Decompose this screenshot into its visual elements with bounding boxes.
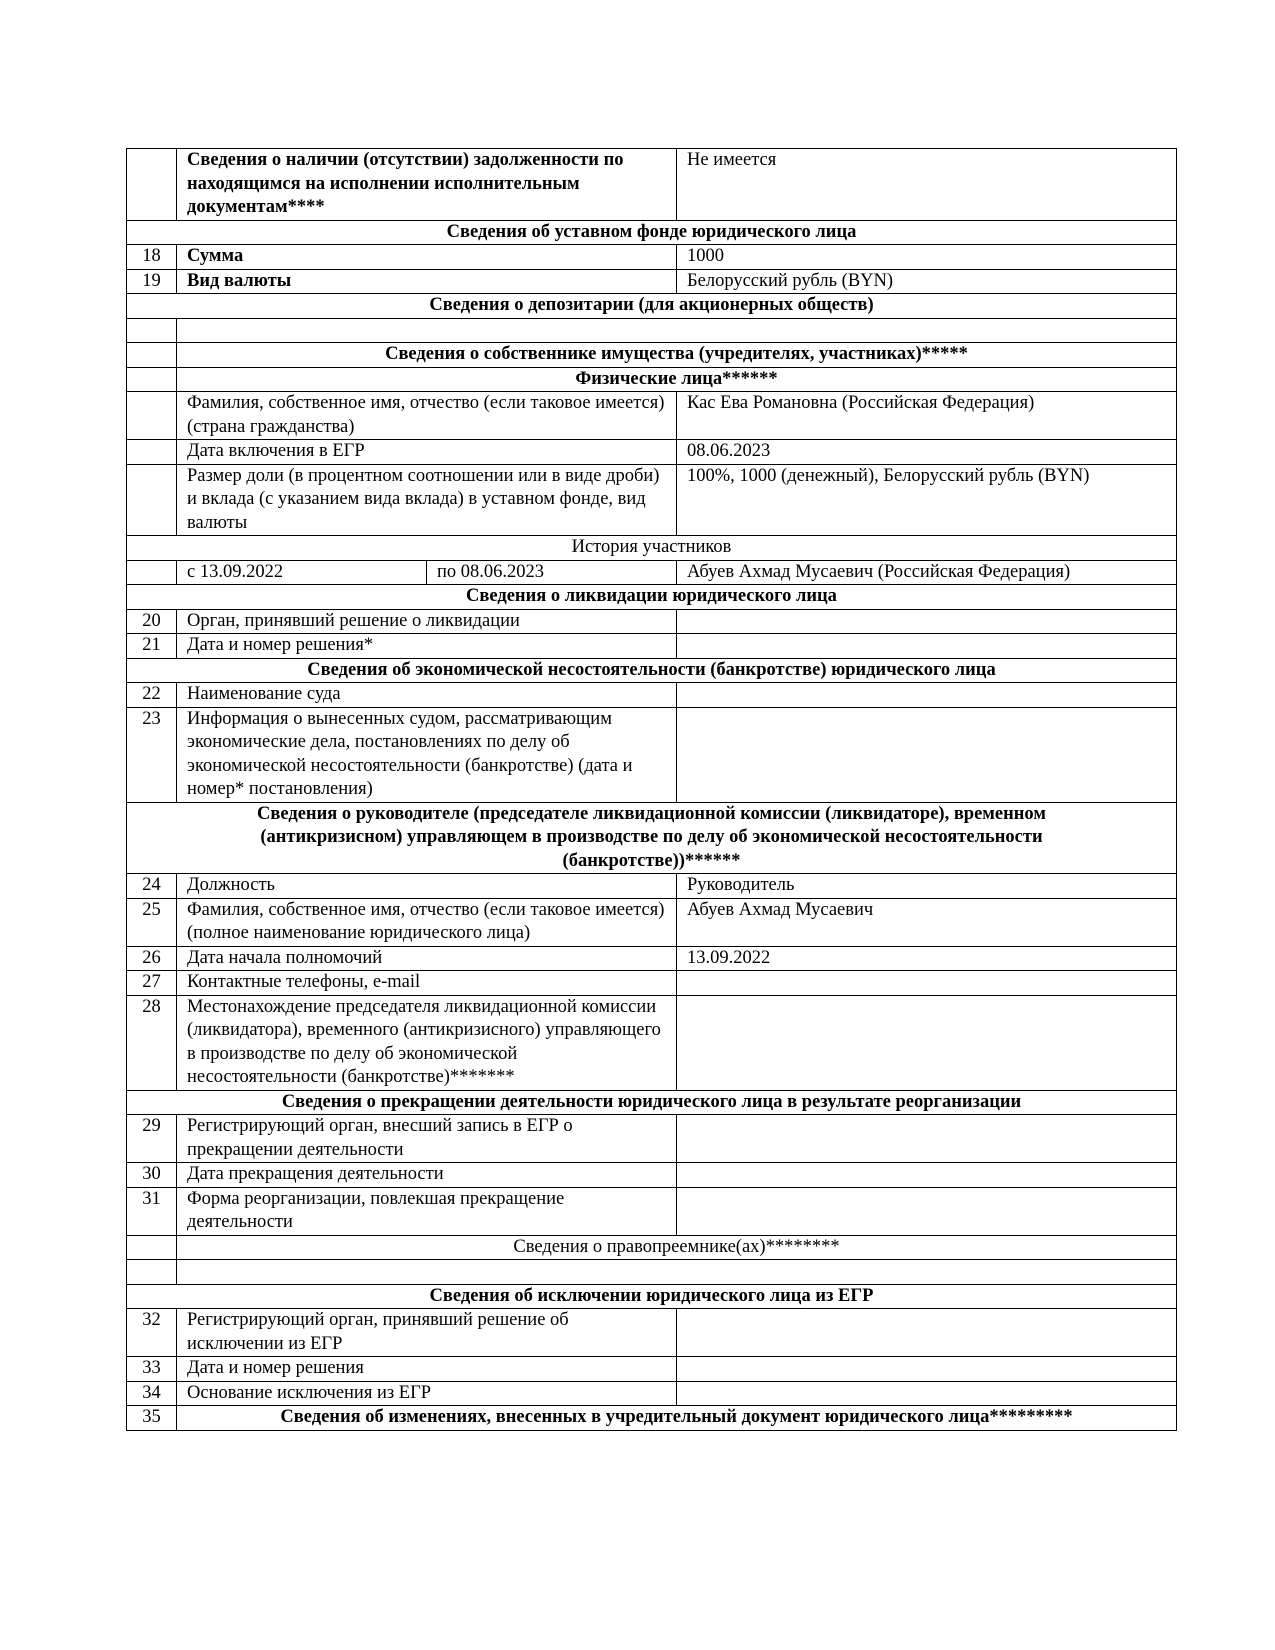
section-heading-row xyxy=(127,802,1177,874)
row-number: 32 xyxy=(127,1309,177,1357)
row-number xyxy=(127,318,177,343)
row-label: Наименование суда xyxy=(177,683,677,708)
liquidation-heading: Сведения о ликвидации юридического лица xyxy=(127,585,1177,610)
table-row xyxy=(127,269,1177,294)
row-label: Фамилия, собственное имя, отчество (если таковое имеется) (страна гражданства) xyxy=(177,392,677,440)
row-label: Форма реорганизации, повлекшая прекращение деятельности xyxy=(177,1187,677,1235)
row-number: 29 xyxy=(127,1115,177,1163)
bankruptcy-heading: Сведения об экономической несостоятельности (банкротстве) юридического лица xyxy=(127,658,1177,683)
row-value xyxy=(677,1115,1177,1163)
exclusion-heading: Сведения об исключении юридического лица из ЕГР xyxy=(127,1284,1177,1309)
row-value xyxy=(677,995,1177,1090)
row-number xyxy=(127,464,177,536)
row-number: 19 xyxy=(127,269,177,294)
row-value: 08.06.2023 xyxy=(677,440,1177,465)
row-number: 33 xyxy=(127,1357,177,1382)
row-value: Белорусский рубль (BYN) xyxy=(677,269,1177,294)
row-number: 35 xyxy=(127,1406,177,1431)
row-value: 100%, 1000 (денежный), Белорусский рубль (BYN) xyxy=(677,464,1177,536)
row-number xyxy=(127,1235,177,1260)
empty-cell xyxy=(177,1260,1177,1285)
row-number xyxy=(127,440,177,465)
row-number: 26 xyxy=(127,946,177,971)
row-label: Должность xyxy=(177,874,677,899)
row-number: 23 xyxy=(127,707,177,802)
debt-value: Не имеется xyxy=(677,149,1177,221)
row-value xyxy=(677,971,1177,996)
row-number: 34 xyxy=(127,1381,177,1406)
section-heading-row xyxy=(127,1090,1177,1115)
table-row xyxy=(127,1163,1177,1188)
row-value: Руководитель xyxy=(677,874,1177,899)
manager-heading: Сведения о руководителе (председателе ликвидационной комиссии (ликвидаторе), временном (антикризисном) управляющем в производстве по делу об экономической несостоятельности (банкротстве))****** xyxy=(127,802,1177,874)
history-heading: История участников xyxy=(127,536,1177,561)
table-row xyxy=(127,971,1177,996)
table-row xyxy=(127,392,1177,440)
empty-row xyxy=(127,1260,1177,1285)
changes-heading: Сведения об изменениях, внесенных в учредительный документ юридического лица********* xyxy=(177,1406,1177,1431)
row-number xyxy=(127,560,177,585)
row-number: 28 xyxy=(127,995,177,1090)
row-value: 13.09.2022 xyxy=(677,946,1177,971)
table-row xyxy=(127,1309,1177,1357)
debt-row xyxy=(127,149,1177,221)
row-number xyxy=(127,149,177,221)
row-number: 30 xyxy=(127,1163,177,1188)
row-label: Местонахождение председателя ликвидационной комиссии (ликвидатора), временного (антикризисного) управляющего в производстве по делу об экономической несостоятельности (банкротстве)******* xyxy=(177,995,677,1090)
row-number xyxy=(127,367,177,392)
table-row xyxy=(127,995,1177,1090)
subheading-row xyxy=(127,367,1177,392)
table-row xyxy=(127,1115,1177,1163)
row-value xyxy=(677,1357,1177,1382)
empty-row xyxy=(127,318,1177,343)
successor-heading: Сведения о правопреемнике(ах)******** xyxy=(177,1235,1177,1260)
row-label: Основание исключения из ЕГР xyxy=(177,1381,677,1406)
row-number: 31 xyxy=(127,1187,177,1235)
table-row xyxy=(127,898,1177,946)
row-number: 22 xyxy=(127,683,177,708)
table-row xyxy=(127,707,1177,802)
table-row xyxy=(127,634,1177,659)
reorganization-heading: Сведения о прекращении деятельности юридического лица в результате реорганизации xyxy=(127,1090,1177,1115)
table-row xyxy=(127,1187,1177,1235)
row-value xyxy=(677,1309,1177,1357)
subheading-row xyxy=(127,536,1177,561)
subheading-row xyxy=(127,1235,1177,1260)
section-heading-row xyxy=(127,585,1177,610)
table-row xyxy=(127,609,1177,634)
table-row xyxy=(127,1357,1177,1382)
section-heading-row xyxy=(127,1406,1177,1431)
row-label: Размер доли (в процентном соотношении или в виде дроби) и вклада (с указанием вида вклада) в уставном фонде, вид валюты xyxy=(177,464,677,536)
row-number xyxy=(127,343,177,368)
owners-heading: Сведения о собственнике имущества (учредителях, участниках)***** xyxy=(177,343,1177,368)
table-row xyxy=(127,946,1177,971)
row-label: Регистрирующий орган, принявший решение об исключении из ЕГР xyxy=(177,1309,677,1357)
section-heading-row xyxy=(127,220,1177,245)
table-row xyxy=(127,245,1177,270)
empty-cell xyxy=(177,318,1177,343)
row-number: 25 xyxy=(127,898,177,946)
row-number: 27 xyxy=(127,971,177,996)
row-number: 20 xyxy=(127,609,177,634)
history-from: с 13.09.2022 xyxy=(177,560,427,585)
row-value xyxy=(677,707,1177,802)
history-to: по 08.06.2023 xyxy=(427,560,677,585)
section-heading-row xyxy=(127,1284,1177,1309)
row-label: Фамилия, собственное имя, отчество (если таковое имеется) (полное наименование юридического лица) xyxy=(177,898,677,946)
debt-label: Сведения о наличии (отсутствии) задолженности по находящимся на исполнении исполнительным документам**** xyxy=(177,149,677,221)
history-row xyxy=(127,560,1177,585)
row-label: Информация о вынесенных судом, рассматривающим экономические дела, постановлениях по делу об экономической несостоятельности (банкротстве) (дата и номер* постановления) xyxy=(177,707,677,802)
row-label: Регистрирующий орган, внесший запись в ЕГР о прекращении деятельности xyxy=(177,1115,677,1163)
row-label: Контактные телефоны, e-mail xyxy=(177,971,677,996)
row-value xyxy=(677,1381,1177,1406)
row-value xyxy=(677,609,1177,634)
row-value xyxy=(677,1187,1177,1235)
individuals-subheading: Физические лица****** xyxy=(177,367,1177,392)
row-value: Кас Ева Романовна (Российская Федерация) xyxy=(677,392,1177,440)
row-number xyxy=(127,1260,177,1285)
row-number: 21 xyxy=(127,634,177,659)
table-row xyxy=(127,464,1177,536)
section-heading-row xyxy=(127,658,1177,683)
charter-fund-heading: Сведения об уставном фонде юридического лица xyxy=(127,220,1177,245)
row-number: 24 xyxy=(127,874,177,899)
row-value: Абуев Ахмад Мусаевич xyxy=(677,898,1177,946)
depository-heading: Сведения о депозитарии (для акционерных обществ) xyxy=(127,294,1177,319)
row-value: 1000 xyxy=(677,245,1177,270)
row-label: Дата и номер решения xyxy=(177,1357,677,1382)
row-value xyxy=(677,1163,1177,1188)
table-row xyxy=(127,440,1177,465)
section-heading-row xyxy=(127,294,1177,319)
table-row xyxy=(127,683,1177,708)
row-label: Дата включения в ЕГР xyxy=(177,440,677,465)
row-number: 18 xyxy=(127,245,177,270)
table-row xyxy=(127,874,1177,899)
row-label: Дата прекращения деятельности xyxy=(177,1163,677,1188)
section-heading-row xyxy=(127,343,1177,368)
row-label: Орган, принявший решение о ликвидации xyxy=(177,609,677,634)
row-number xyxy=(127,392,177,440)
row-label: Вид валюты xyxy=(177,269,677,294)
row-value xyxy=(677,634,1177,659)
row-label: Сумма xyxy=(177,245,677,270)
row-value xyxy=(677,683,1177,708)
table-row xyxy=(127,1381,1177,1406)
registry-extract-table xyxy=(126,148,1177,1431)
row-label: Дата и номер решения* xyxy=(177,634,677,659)
row-label: Дата начала полномочий xyxy=(177,946,677,971)
history-name: Абуев Ахмад Мусаевич (Российская Федерация) xyxy=(677,560,1177,585)
